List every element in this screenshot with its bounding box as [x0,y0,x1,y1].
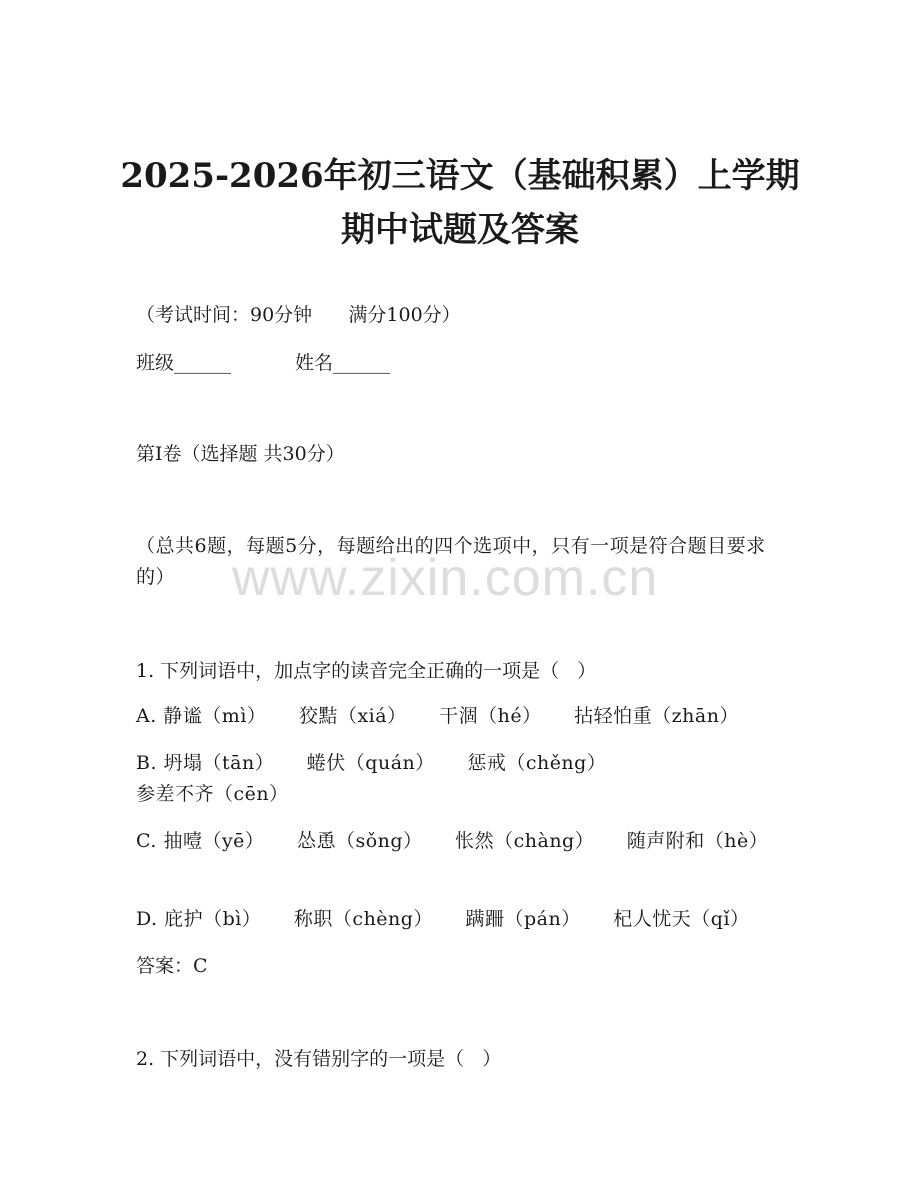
option-item: 随声附和（hè） [626,830,769,852]
option-item: 蹒跚（pán） [465,908,581,930]
document-title-line1: 2025-2026年初三语文（基础积累）上学期 [120,156,800,196]
option-item: 怅然（chàng） [455,830,595,852]
option-item: 杞人忧天（qǐ） [613,908,750,930]
section-heading: 第Ⅰ卷（选择题 共30分） [136,443,345,465]
class-field: 班级______ [136,352,232,374]
option-item: C. 抽噎（yē） [136,830,265,852]
option-item: D. 庇护（bì） [136,908,262,930]
option-item: A. 静谧（mì） [136,705,267,727]
question-1-option-a [136,701,786,732]
exam-info: （考试时间：90分钟 满分100分） [136,304,461,326]
option-item: 惩戒（chěng） [467,752,607,774]
question-1-answer: 答案：C [136,955,208,977]
option-item: 拈轻怕重（zhān） [574,705,739,727]
section-instruction: （总共6题，每题5分，每题给出的四个选项中，只有一项是符合题目要求的） [136,535,766,588]
option-item: 参差不齐（cēn） [136,783,289,805]
question-1-option-c [136,826,786,857]
option-item: 怂恿（sǒng） [296,830,423,852]
question-1-option-d [136,904,786,935]
option-item: B. 坍塌（tān） [136,752,275,774]
name-field: 姓名______ [295,352,391,374]
watermark: www.zixin.com.cn [232,549,659,607]
question-1-option-b [136,748,786,810]
option-item: 狡黠（xiá） [298,705,407,727]
question-2-stem: 2. 下列词语中，没有错别字的一项是（ ） [136,1048,502,1070]
document-title-line2: 期中试题及答案 [341,210,579,250]
option-item: 干涸（hé） [439,705,542,727]
option-item: 蜷伏（quán） [306,752,435,774]
option-item: 称职（chèng） [293,908,433,930]
question-1-stem: 1. 下列词语中，加点字的读音完全正确的一项是（ ） [136,660,597,682]
